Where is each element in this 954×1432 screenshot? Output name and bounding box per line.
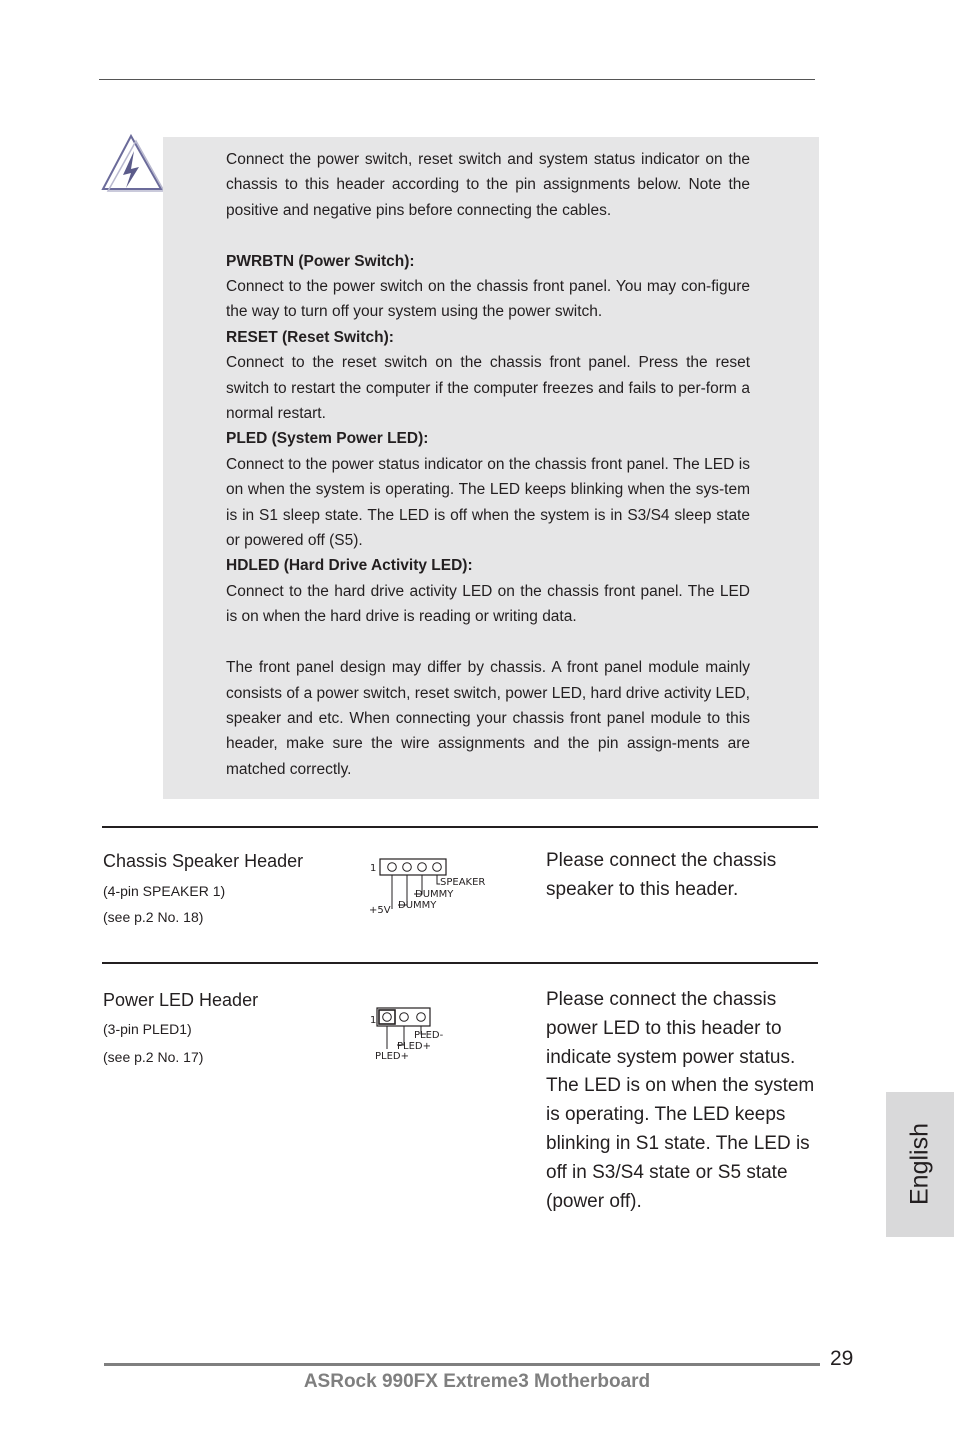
footer-title: ASRock 990FX Extreme3 Motherboard bbox=[303, 1371, 651, 1392]
speaker-header-pins: (4-pin SPEAKER 1) bbox=[103, 883, 226, 899]
pled-pin1-label: 1 bbox=[370, 1015, 377, 1026]
speaker-header-title: Chassis Speaker Header bbox=[103, 851, 304, 871]
speaker-pin-diagram bbox=[366, 855, 496, 917]
speaker-pin1-label: 1 bbox=[370, 863, 377, 874]
pled-pin-diagram bbox=[366, 1005, 456, 1063]
language-tab-label: English bbox=[905, 1123, 934, 1205]
pled-label-plus-1: PLED+ bbox=[397, 1041, 431, 1052]
top-rule bbox=[99, 79, 815, 80]
bottom-rule bbox=[104, 1363, 820, 1366]
note-text bbox=[226, 147, 750, 782]
note-text-pwrbtn: Connect to the power switch on the chassis front panel. You may con-figure the way to turn off your system using the power switch. bbox=[226, 278, 750, 321]
note-heading-reset: RESET (Reset Switch): bbox=[226, 328, 394, 346]
note-heading-pwrbtn: PWRBTN (Power Switch): bbox=[226, 252, 415, 270]
note-heading-hdled: HDLED (Hard Drive Activity LED): bbox=[226, 557, 473, 575]
pled-label-minus: PLED- bbox=[414, 1030, 444, 1041]
note-text-reset: Connect to the reset switch on the chassis front panel. Press the reset switch to restart the computer if the computer freezes and fails to per-form a normal restart. bbox=[226, 354, 750, 423]
language-tab bbox=[886, 1092, 954, 1237]
speaker-header-ref: (see p.2 No. 18) bbox=[103, 909, 204, 925]
pled-header-description: Please connect the chassis power LED to this header to indicate system power status. The LED is on when the system is operating. The LED keeps blinking in S1 state. The LED is off in S3/S4 state or S5 state (power off). bbox=[546, 989, 815, 1212]
speaker-label-5v: +5V bbox=[369, 905, 391, 916]
speaker-header-description: Please connect the chassis speaker to this header. bbox=[546, 850, 777, 900]
pled-header-title: Power LED Header bbox=[103, 990, 259, 1010]
speaker-label-dummy-1: DUMMY bbox=[415, 889, 454, 900]
page-number: 29 bbox=[830, 1347, 854, 1370]
note-outro: The front panel design may differ by chassis. A front panel module mainly consists of a power switch, reset switch, power LED, hard drive activity LED, speaker and etc. When connecting your chassis front panel module to this header, make sure the wire assignments and the pin assign-ments are matched correctly. bbox=[226, 659, 750, 778]
pled-label-plus-2: PLED+ bbox=[375, 1051, 409, 1062]
speaker-label-speaker: SPEAKER bbox=[440, 877, 486, 888]
section-rule bbox=[102, 826, 818, 828]
note-text-pled: Connect to the power status indicator on the chassis front panel. The LED is on when the system is operating. The LED keeps blinking when the sys-tem is in S1 sleep state. The LED is off when the system is in S3/S4 sleep state or powered off (S5). bbox=[226, 455, 750, 550]
pled-header-ref: (see p.2 No. 17) bbox=[103, 1049, 204, 1065]
section-rule bbox=[102, 962, 818, 964]
speaker-label-dummy-2: DUMMY bbox=[398, 900, 437, 911]
pled-header-pins: (3-pin PLED1) bbox=[103, 1021, 192, 1037]
note-intro: Connect the power switch, reset switch and system status indicator on the chassis to this header according to the pin assignments below. Note the positive and negative pins before connecting the cables. bbox=[226, 151, 750, 219]
note-heading-pled: PLED (System Power LED): bbox=[226, 430, 429, 448]
warning-icon bbox=[100, 133, 166, 195]
note-text-hdled: Connect to the hard drive activity LED on the chassis front panel. The LED is on when the hard drive is reading or writing data. bbox=[226, 582, 750, 626]
